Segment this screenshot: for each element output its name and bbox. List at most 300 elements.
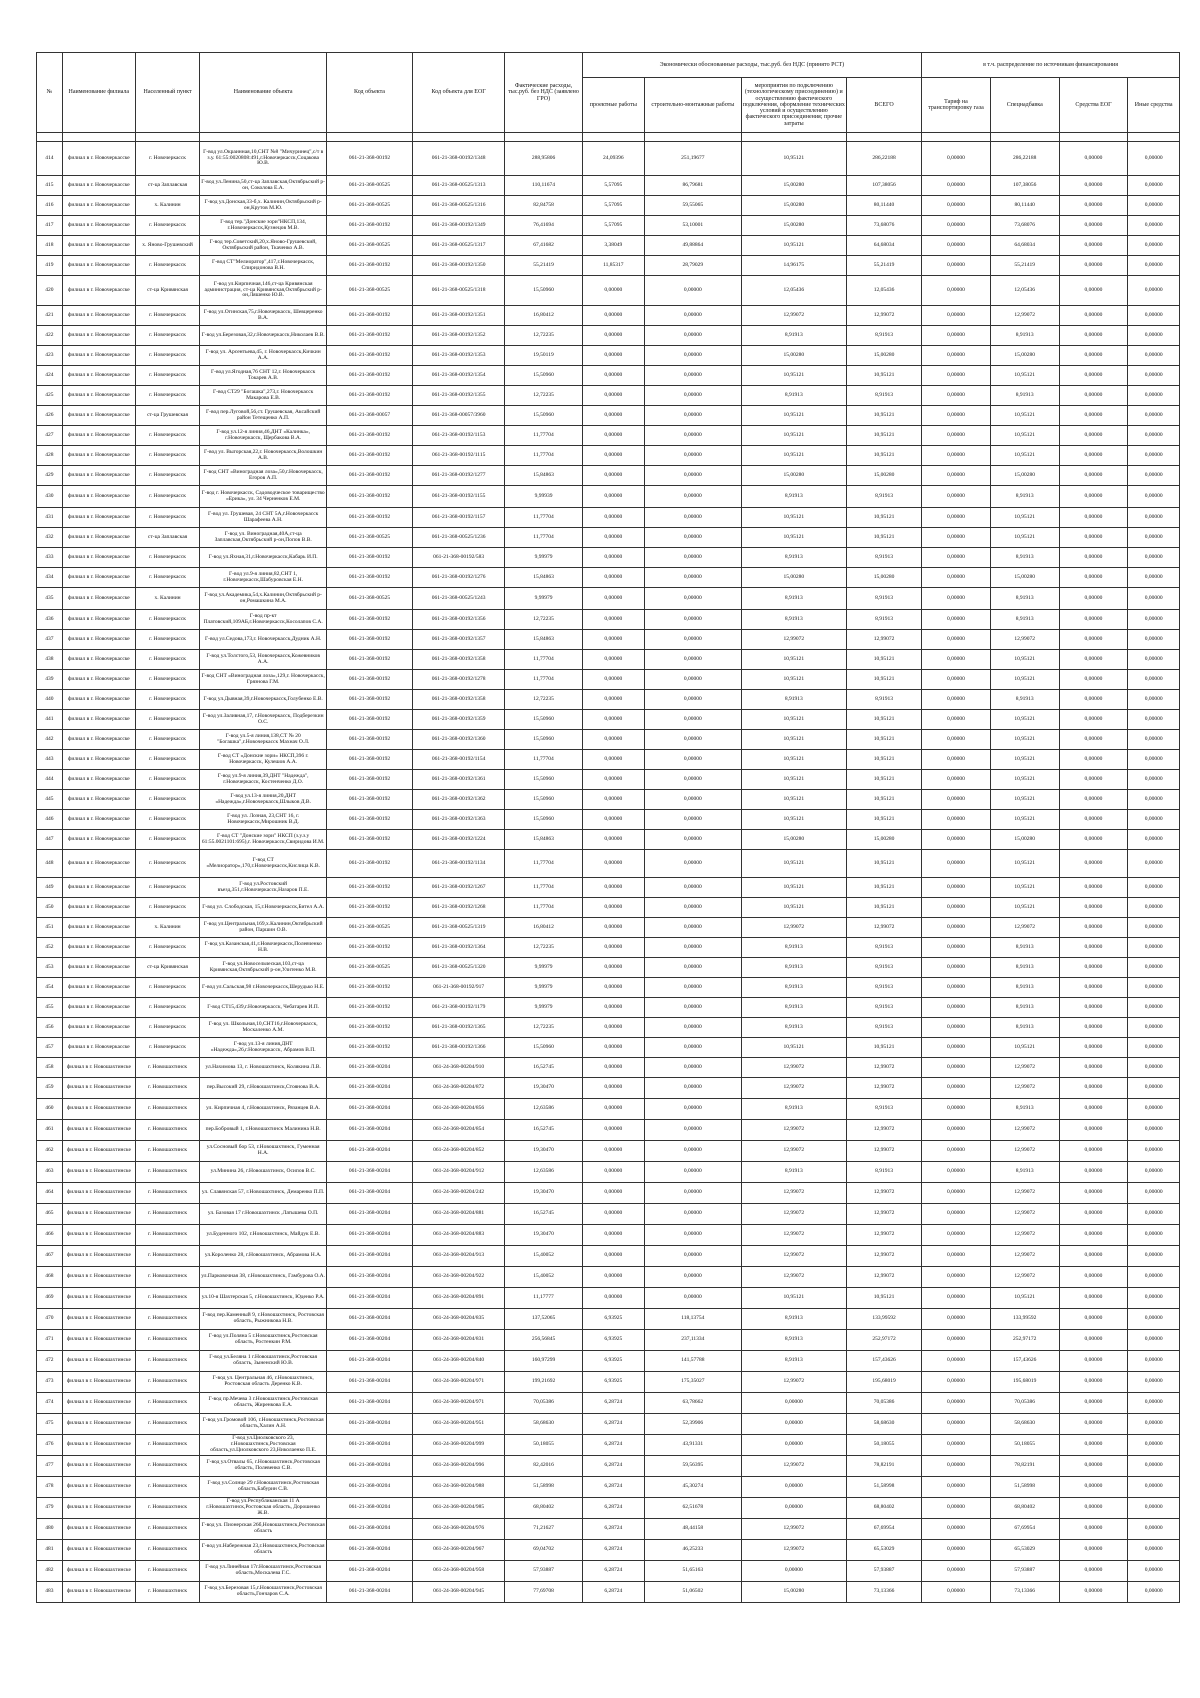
total-cell: 10,95121	[846, 790, 921, 810]
object-name-cell: Г-вод СНТ «Виноградная лоза»,50,г.Новочеркасск, Егоров А.П.	[200, 466, 327, 486]
other-cell: 12,99072	[741, 306, 846, 326]
row-num: 443	[37, 750, 63, 770]
other-cell: 10,95121	[741, 142, 846, 176]
construction-cell: 0,00000	[644, 1120, 741, 1141]
special-mark-cell: 10,95121	[990, 750, 1059, 770]
actual-cell: 57,93887	[505, 1561, 582, 1582]
actual-cell: 69,04702	[505, 1540, 582, 1561]
tariff-cell: 0,00000	[922, 670, 991, 690]
construction-cell: 52,39906	[644, 1414, 741, 1435]
special-mark-cell: 10,95121	[990, 508, 1059, 528]
construction-cell: 0,00000	[644, 386, 741, 406]
tariff-cell: 0,00000	[922, 1038, 991, 1058]
eog-funds-cell: 0,00000	[1059, 1435, 1128, 1456]
other-cell: 8,91913	[741, 1351, 846, 1372]
other-cell: 10,95121	[741, 446, 846, 466]
eog-code-cell: 061-21-368-00192/1267	[412, 878, 504, 898]
actual-cell: 55,21419	[505, 256, 582, 276]
settlement-cell: г. Новочеркасск	[135, 770, 199, 790]
special-mark-cell: 64,68034	[990, 236, 1059, 256]
table-row	[37, 1267, 1180, 1288]
eog-funds-cell: 0,00000	[1059, 898, 1128, 918]
tariff-cell: 0,00000	[922, 588, 991, 610]
branch-cell: филиал в г. Новочеркасске	[62, 998, 135, 1018]
design-cell: 0,00000	[582, 998, 644, 1018]
object-code-cell: 061-21-368-00192	[327, 568, 413, 588]
eog-code-cell: 061-24-368-00204/856	[412, 1099, 504, 1120]
row-num: 467	[37, 1246, 63, 1267]
design-cell: 0,00000	[582, 466, 644, 486]
object-name-cell: Г-вод ул.13-я линия,20,ДНТ «Надежда»,г.Новочеркасск,Шлыков Д.В.	[200, 790, 327, 810]
table-row	[37, 346, 1180, 366]
branch-cell: филиал в г. Новошахтинске	[62, 1372, 135, 1393]
object-code-cell: 061-21-368-00192	[327, 630, 413, 650]
object-name-cell: ул.Короленко 28, г.Новошахтинск, Абрамова Н.А.	[200, 1246, 327, 1267]
branch-cell: филиал в г. Новошахтинске	[62, 1309, 135, 1330]
settlement-cell: ст-ца Грушевская	[135, 406, 199, 426]
construction-cell: 0,00000	[644, 978, 741, 998]
actual-cell: 71,21627	[505, 1519, 582, 1540]
special-mark-cell: 15,00280	[990, 568, 1059, 588]
other-cell: 10,95121	[741, 528, 846, 548]
table-row	[37, 1204, 1180, 1225]
total-cell: 58,68630	[846, 1414, 921, 1435]
table-row	[37, 1099, 1180, 1120]
settlement-cell: г. Новочеркасск	[135, 466, 199, 486]
eog-funds-cell: 0,00000	[1059, 1582, 1128, 1603]
table-row	[37, 850, 1180, 878]
design-cell: 0,00000	[582, 1288, 644, 1309]
actual-cell: 12,72235	[505, 326, 582, 346]
total-cell: 8,91913	[846, 958, 921, 978]
construction-cell: 0,00000	[644, 1018, 741, 1038]
tariff-cell: 0,00000	[922, 306, 991, 326]
object-name-cell: Г-вод ул.Березовая 15,г.Новошахтинск,Ростовская область,Гончаров С.А.	[200, 1582, 327, 1603]
construction-cell: 0,00000	[644, 1246, 741, 1267]
tariff-cell: 0,00000	[922, 1456, 991, 1477]
branch-cell: филиал в г. Новошахтинске	[62, 1225, 135, 1246]
other-funds-cell: 0,00000	[1128, 1183, 1180, 1204]
table-row	[37, 196, 1180, 216]
settlement-cell: г. Новочеркасск	[135, 750, 199, 770]
object-name-cell: Г-вод ул. Грушевая, 24 СНТ 5А,г.Новочеркасск Шарафеева А.Н.	[200, 508, 327, 528]
settlement-cell: х. Калинин	[135, 196, 199, 216]
eog-code-cell: 061-24-368-00204/910	[412, 1058, 504, 1078]
other-funds-cell: 0,00000	[1128, 938, 1180, 958]
design-cell: 24,09396	[582, 142, 644, 176]
object-name-cell: Г-вод ул.Громовой 106, г.Новошахтинск,Ростовская область,Халин А.Н.	[200, 1414, 327, 1435]
row-num: 424	[37, 366, 63, 386]
settlement-cell: г. Новочеркасск	[135, 306, 199, 326]
other-funds-cell: 0,00000	[1128, 750, 1180, 770]
other-cell: 14,96175	[741, 256, 846, 276]
other-funds-cell: 0,00000	[1128, 898, 1180, 918]
special-mark-cell: 10,95121	[990, 770, 1059, 790]
eog-funds-cell: 0,00000	[1059, 1058, 1128, 1078]
eog-code-cell: 061-24-368-00204/985	[412, 1498, 504, 1519]
header-settlement: Населенный пункт	[135, 53, 199, 133]
construction-cell: 0,00000	[644, 998, 741, 1018]
construction-cell: 0,00000	[644, 1058, 741, 1078]
branch-cell: филиал в г. Новошахтинске	[62, 1498, 135, 1519]
branch-cell: филиал в г. Новочеркасске	[62, 366, 135, 386]
row-num: 458	[37, 1058, 63, 1078]
object-name-cell: Г-вод ул. Школьная,10,СНТ16,г.Новочеркасск, Москаленко А.М.	[200, 1018, 327, 1038]
other-cell: 10,95121	[741, 650, 846, 670]
design-cell: 0,00000	[582, 730, 644, 750]
total-cell: 10,95121	[846, 670, 921, 690]
other-cell: 12,99072	[741, 1246, 846, 1267]
header-design: проектные работы	[582, 78, 644, 133]
other-cell: 12,99072	[741, 918, 846, 938]
eog-funds-cell: 0,00000	[1059, 406, 1128, 426]
other-cell: 10,95121	[741, 426, 846, 446]
object-name-cell: Г-вод СТ15,439,г.Новочеркасск, Чебатарев И.П.	[200, 998, 327, 1018]
total-cell: 10,95121	[846, 426, 921, 446]
object-name-cell: Г-вод СТ «Донские зори» НКСП,396 г. Новочеркасск, Кулешов А.А.	[200, 750, 327, 770]
object-name-cell: Г-вод пер.Луговой,56,ст. Грушевская, Аксайский район Тетещенко А.П.	[200, 406, 327, 426]
design-cell: 0,00000	[582, 878, 644, 898]
header-num: №	[37, 53, 63, 133]
construction-cell: 0,00000	[644, 306, 741, 326]
special-mark-cell: 51,58998	[990, 1477, 1059, 1498]
row-num: 418	[37, 236, 63, 256]
special-mark-cell: 10,95121	[990, 1288, 1059, 1309]
eog-code-cell: 061-24-368-00204/883	[412, 1225, 504, 1246]
tariff-cell: 0,00000	[922, 568, 991, 588]
other-cell: 10,95121	[741, 406, 846, 426]
construction-cell: 0,00000	[644, 1078, 741, 1099]
object-name-cell: пер.Высокий 29, г.Новошахтинск,Стоянова В.А.	[200, 1078, 327, 1099]
eog-funds-cell: 0,00000	[1059, 196, 1128, 216]
eog-funds-cell: 0,00000	[1059, 508, 1128, 528]
other-cell: 8,91913	[741, 548, 846, 568]
other-funds-cell: 0,00000	[1128, 1393, 1180, 1414]
total-cell: 12,99072	[846, 1120, 921, 1141]
tariff-cell: 0,00000	[922, 1120, 991, 1141]
settlement-cell: г. Новочеркасск	[135, 978, 199, 998]
total-cell: 10,95121	[846, 1038, 921, 1058]
other-cell: 0,00000	[741, 1561, 846, 1582]
total-cell: 73,68076	[846, 216, 921, 236]
design-cell: 0,00000	[582, 306, 644, 326]
object-name-cell: Г-вод ул.Новосельческая,103,ст-ца Кривянская,Октябрьский р-он,Улитенко М.В.	[200, 958, 327, 978]
settlement-cell: г. Новошахтинск	[135, 1141, 199, 1162]
eog-code-cell: 061-21-368-00192/1362	[412, 790, 504, 810]
eog-funds-cell: 0,00000	[1059, 978, 1128, 998]
design-cell: 0,00000	[582, 898, 644, 918]
eog-code-cell: 061-24-368-00204/971	[412, 1372, 504, 1393]
other-cell: 12,99072	[741, 1204, 846, 1225]
object-code-cell: 061-21-368-00204	[327, 1561, 413, 1582]
actual-cell: 16,52745	[505, 1058, 582, 1078]
table-row	[37, 1414, 1180, 1435]
table-row	[37, 630, 1180, 650]
total-cell: 10,95121	[846, 650, 921, 670]
other-cell: 12,05436	[741, 276, 846, 306]
settlement-cell: г. Новошахтинск	[135, 1183, 199, 1204]
branch-cell: филиал в г. Новочеркасске	[62, 548, 135, 568]
design-cell: 0,00000	[582, 918, 644, 938]
total-cell: 12,99072	[846, 306, 921, 326]
object-code-cell: 061-21-368-00192	[327, 466, 413, 486]
construction-cell: 0,00000	[644, 1162, 741, 1183]
eog-funds-cell: 0,00000	[1059, 918, 1128, 938]
actual-cell: 19,30470	[505, 1183, 582, 1204]
special-mark-cell: 12,99072	[990, 1183, 1059, 1204]
actual-cell: 15,40052	[505, 1267, 582, 1288]
total-cell: 51,58998	[846, 1477, 921, 1498]
row-num: 462	[37, 1141, 63, 1162]
other-funds-cell: 0,00000	[1128, 176, 1180, 196]
design-cell: 0,00000	[582, 830, 644, 850]
design-cell: 0,00000	[582, 1246, 644, 1267]
tariff-cell: 0,00000	[922, 1435, 991, 1456]
row-num: 453	[37, 958, 63, 978]
special-mark-cell: 133,99592	[990, 1309, 1059, 1330]
table-row	[37, 216, 1180, 236]
object-name-cell: Г-вод тер."Донские зори"НКСП,134, г.Новочеркасск,Кузнецов М.В.	[200, 216, 327, 236]
object-code-cell: 061-21-368-00192	[327, 1038, 413, 1058]
object-name-cell: Г-вод ул.Седова,173,г. Новочеркасск,Дудник А.Н.	[200, 630, 327, 650]
total-cell: 15,00280	[846, 346, 921, 366]
other-cell: 0,00000	[741, 1498, 846, 1519]
total-cell: 12,99072	[846, 1267, 921, 1288]
table-row	[37, 1309, 1180, 1330]
construction-cell: 0,00000	[644, 690, 741, 710]
other-cell: 8,91913	[741, 958, 846, 978]
actual-cell: 11,77704	[505, 426, 582, 446]
total-cell: 12,99072	[846, 1204, 921, 1225]
eog-funds-cell: 0,00000	[1059, 142, 1128, 176]
special-mark-cell: 78,82191	[990, 1456, 1059, 1477]
eog-code-cell: 061-24-368-00204/958	[412, 1561, 504, 1582]
other-cell: 15,00280	[741, 1582, 846, 1603]
other-cell: 10,95121	[741, 898, 846, 918]
row-num: 449	[37, 878, 63, 898]
eog-code-cell: 061-21-368-00525/1243	[412, 588, 504, 610]
branch-cell: филиал в г. Новошахтинске	[62, 1099, 135, 1120]
special-mark-cell: 15,00280	[990, 466, 1059, 486]
actual-cell: 16,52745	[505, 1120, 582, 1141]
total-cell: 286,22188	[846, 142, 921, 176]
object-code-cell: 061-21-368-00192	[327, 366, 413, 386]
actual-cell: 19,30470	[505, 1141, 582, 1162]
branch-cell: филиал в г. Новочеркасске	[62, 898, 135, 918]
special-mark-cell: 195,68019	[990, 1372, 1059, 1393]
eog-funds-cell: 0,00000	[1059, 850, 1128, 878]
actual-cell: 12,63586	[505, 1099, 582, 1120]
other-funds-cell: 0,00000	[1128, 1330, 1180, 1351]
tariff-cell: 0,00000	[922, 326, 991, 346]
eog-code-cell: 061-21-368-00192/1360	[412, 730, 504, 750]
table-row	[37, 1330, 1180, 1351]
other-cell: 10,95121	[741, 508, 846, 528]
special-mark-cell: 8,91913	[990, 1099, 1059, 1120]
object-name-cell: Г-вод ул.Толстого,53, Новочеркасск,Кожевников А.А.	[200, 650, 327, 670]
tariff-cell: 0,00000	[922, 366, 991, 386]
construction-cell: 49,88864	[644, 236, 741, 256]
tariff-cell: 0,00000	[922, 730, 991, 750]
table-row	[37, 1225, 1180, 1246]
total-cell: 12,99072	[846, 1058, 921, 1078]
actual-cell: 76,41694	[505, 216, 582, 236]
tariff-cell: 0,00000	[922, 830, 991, 850]
other-funds-cell: 0,00000	[1128, 1141, 1180, 1162]
spacer-row	[37, 133, 1180, 142]
object-code-cell: 061-21-368-00192	[327, 690, 413, 710]
other-funds-cell: 0,00000	[1128, 1225, 1180, 1246]
construction-cell: 86,79681	[644, 176, 741, 196]
total-cell: 8,91913	[846, 588, 921, 610]
object-code-cell: 061-21-368-00204	[327, 1099, 413, 1120]
branch-cell: филиал в г. Новочеркасске	[62, 730, 135, 750]
object-code-cell: 061-21-368-00204	[327, 1078, 413, 1099]
row-num: 416	[37, 196, 63, 216]
design-cell: 0,00000	[582, 1204, 644, 1225]
eog-code-cell: 061-21-368-00057/3960	[412, 406, 504, 426]
construction-cell: 59,56395	[644, 1456, 741, 1477]
design-cell: 0,00000	[582, 1038, 644, 1058]
total-cell: 8,91913	[846, 1018, 921, 1038]
object-code-cell: 061-21-368-00192	[327, 446, 413, 466]
actual-cell: 15,84863	[505, 630, 582, 650]
other-cell: 8,91913	[741, 1309, 846, 1330]
special-mark-cell: 8,91913	[990, 610, 1059, 630]
special-mark-cell: 157,43626	[990, 1351, 1059, 1372]
tariff-cell: 0,00000	[922, 958, 991, 978]
settlement-cell: г. Новочеркасск	[135, 810, 199, 830]
settlement-cell: г. Новошахтинск	[135, 1540, 199, 1561]
object-code-cell: 061-21-368-00192	[327, 938, 413, 958]
object-name-cell: Г-вод ул.Центральная,169,х.Калинин,Октябрьский район, Паршин О.В.	[200, 918, 327, 938]
construction-cell: 0,00000	[644, 548, 741, 568]
branch-cell: филиал в г. Новошахтинске	[62, 1330, 135, 1351]
other-funds-cell: 0,00000	[1128, 1058, 1180, 1078]
design-cell: 5,57095	[582, 176, 644, 196]
header-other-costs: мероприятия по подключению (технологическому присоединению) и осуществлению фактического подключения, оформление технических условий и осуществлению фактического присоединения; прочие затраты	[741, 78, 846, 133]
object-code-cell: 061-21-368-00525	[327, 196, 413, 216]
object-code-cell: 061-21-368-00192	[327, 710, 413, 730]
settlement-cell: г. Новошахтинск	[135, 1099, 199, 1120]
eog-funds-cell: 0,00000	[1059, 1330, 1128, 1351]
eog-funds-cell: 0,00000	[1059, 216, 1128, 236]
construction-cell: 0,00000	[644, 650, 741, 670]
object-code-cell: 061-21-368-00525	[327, 176, 413, 196]
branch-cell: филиал в г. Новошахтинске	[62, 1582, 135, 1603]
design-cell: 0,00000	[582, 486, 644, 508]
branch-cell: филиал в г. Новошахтинске	[62, 1393, 135, 1414]
header-branch: Наименование филиала	[62, 53, 135, 133]
table-row	[37, 1246, 1180, 1267]
header-eog-code: Код объекта для ЕОГ	[412, 53, 504, 133]
other-funds-cell: 0,00000	[1128, 588, 1180, 610]
row-num: 469	[37, 1288, 63, 1309]
branch-cell: филиал в г. Новочеркасске	[62, 1018, 135, 1038]
special-mark-cell: 8,91913	[990, 1162, 1059, 1183]
object-name-cell: Г-вод СТ "Донские зори" НКСП (з.у.з.у 61:55.0021101:695),г. Новочеркасск,Свиридова И.М.	[200, 830, 327, 850]
design-cell: 0,00000	[582, 366, 644, 386]
actual-cell: 9,99979	[505, 958, 582, 978]
special-mark-cell: 12,99072	[990, 1078, 1059, 1099]
special-mark-cell: 10,95121	[990, 406, 1059, 426]
eog-funds-cell: 0,00000	[1059, 366, 1128, 386]
other-funds-cell: 0,00000	[1128, 1204, 1180, 1225]
object-code-cell: 061-21-368-00192	[327, 346, 413, 366]
design-cell: 0,00000	[582, 1078, 644, 1099]
total-cell: 15,00280	[846, 830, 921, 850]
eog-code-cell: 061-21-368-00192/1356	[412, 610, 504, 630]
construction-cell: 0,00000	[644, 1183, 741, 1204]
row-num: 457	[37, 1038, 63, 1058]
design-cell: 0,00000	[582, 650, 644, 670]
tariff-cell: 0,00000	[922, 1099, 991, 1120]
eog-funds-cell: 0,00000	[1059, 446, 1128, 466]
other-cell: 10,95121	[741, 366, 846, 386]
object-name-cell: Г-вод ул.Беляна 1 г.Новошахтинск,Ростовская область, Зыненский Ю.В.	[200, 1351, 327, 1372]
settlement-cell: г. Новошахтинск	[135, 1162, 199, 1183]
actual-cell: 15,84863	[505, 466, 582, 486]
other-funds-cell: 0,00000	[1128, 1414, 1180, 1435]
actual-cell: 160,97299	[505, 1351, 582, 1372]
row-num: 456	[37, 1018, 63, 1038]
branch-cell: филиал в г. Новочеркасске	[62, 568, 135, 588]
object-code-cell: 061-21-368-00204	[327, 1058, 413, 1078]
object-code-cell: 061-21-368-00192	[327, 790, 413, 810]
object-name-cell: Г-вод ул.13-я линия,ДНТ «Надежда»,26,г.Новочеркасск, Абрамов В.П.	[200, 1038, 327, 1058]
settlement-cell: г. Новошахтинск	[135, 1393, 199, 1414]
tariff-cell: 0,00000	[922, 508, 991, 528]
tariff-cell: 0,00000	[922, 446, 991, 466]
object-code-cell: 061-21-368-00525	[327, 276, 413, 306]
settlement-cell: г. Новочеркасск	[135, 790, 199, 810]
tariff-cell: 0,00000	[922, 346, 991, 366]
eog-code-cell: 061-21-368-00192/1115	[412, 446, 504, 466]
table-row	[37, 446, 1180, 466]
other-cell: 10,95121	[741, 750, 846, 770]
construction-cell: 118,13754	[644, 1309, 741, 1330]
actual-cell: 15,50960	[505, 710, 582, 730]
object-code-cell: 061-21-368-00192	[327, 670, 413, 690]
design-cell: 0,00000	[582, 386, 644, 406]
row-num: 465	[37, 1204, 63, 1225]
header-actual-expenses: Фактические расходы, тыс.руб. без НДС (заявлено ГРО)	[505, 53, 582, 133]
actual-cell: 67,41682	[505, 236, 582, 256]
settlement-cell: г. Новочеркасск	[135, 256, 199, 276]
table-row	[37, 1183, 1180, 1204]
row-num: 415	[37, 176, 63, 196]
other-cell: 12,99072	[741, 630, 846, 650]
object-code-cell: 061-21-368-00192	[327, 770, 413, 790]
eog-funds-cell: 0,00000	[1059, 588, 1128, 610]
other-funds-cell: 0,00000	[1128, 1561, 1180, 1582]
eog-funds-cell: 0,00000	[1059, 690, 1128, 710]
total-cell: 10,95121	[846, 850, 921, 878]
header-object-code: Код объекта	[327, 53, 413, 133]
branch-cell: филиал в г. Новочеркасске	[62, 256, 135, 276]
row-num: 419	[37, 256, 63, 276]
tariff-cell: 0,00000	[922, 426, 991, 446]
construction-cell: 0,00000	[644, 810, 741, 830]
design-cell: 0,00000	[582, 426, 644, 446]
eog-funds-cell: 0,00000	[1059, 528, 1128, 548]
design-cell: 0,00000	[582, 978, 644, 998]
other-funds-cell: 0,00000	[1128, 830, 1180, 850]
eog-code-cell: 061-21-368-00192/1366	[412, 1038, 504, 1058]
actual-cell: 15,50960	[505, 406, 582, 426]
tariff-cell: 0,00000	[922, 1351, 991, 1372]
special-mark-cell: 10,95121	[990, 810, 1059, 830]
